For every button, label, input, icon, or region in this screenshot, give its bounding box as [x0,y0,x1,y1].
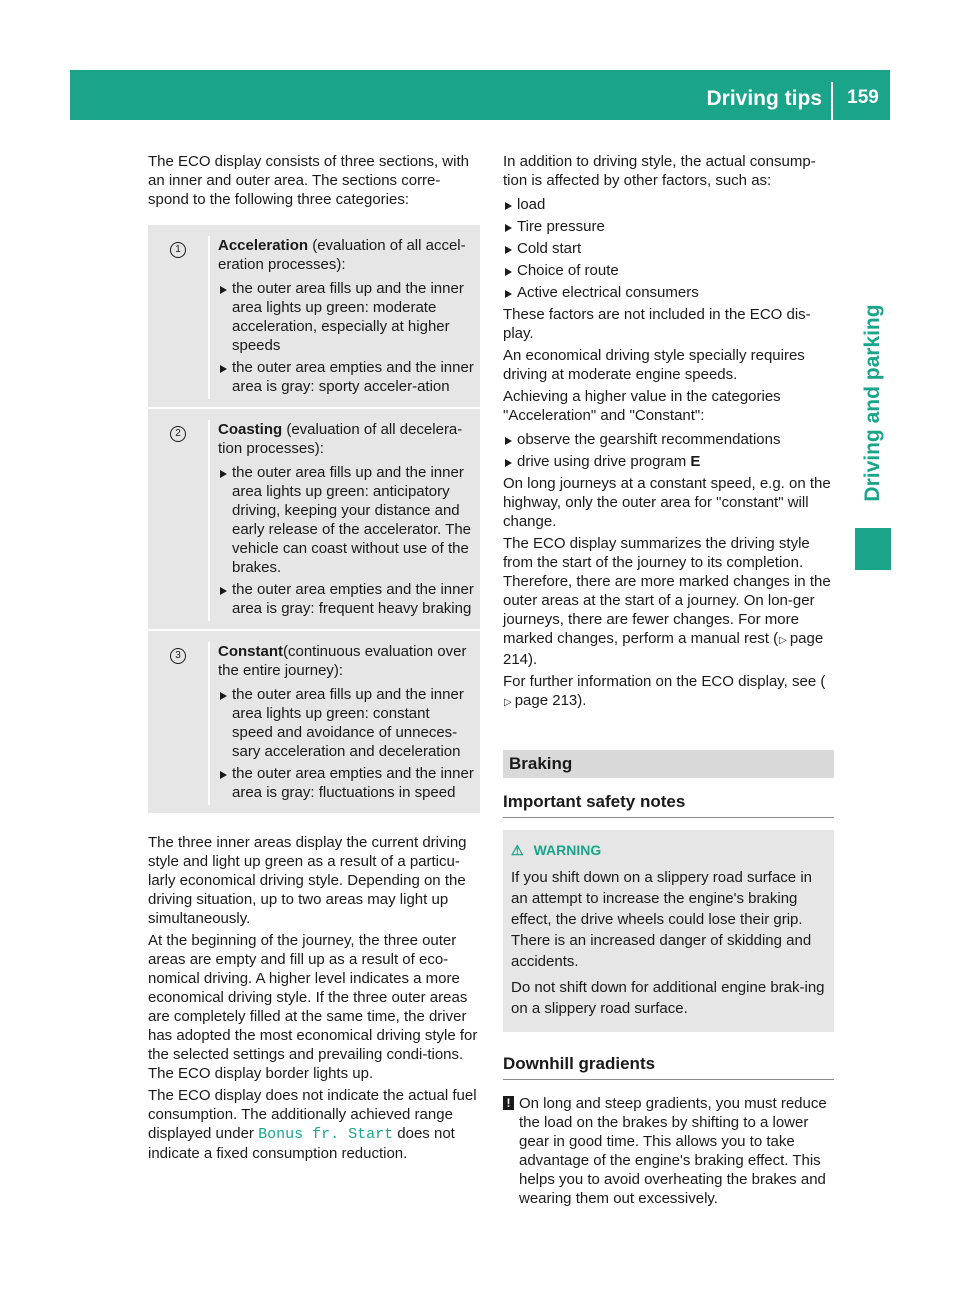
category-body [208,642,480,805]
page-ref-link[interactable]: page 214 [503,630,824,668]
number-2-icon: 2 [170,426,186,442]
category-desc: (continuous evaluation over the entire journey): [218,643,467,679]
paragraph-text: does not indicate a fixed consumption reduction. [148,1125,455,1162]
note [503,1094,834,1208]
list-item-text: drive using drive program [517,453,691,470]
page-ref-triangle-icon: ▷ [504,697,512,708]
paragraph-text: ). [528,651,538,668]
exclamation-icon: ! [503,1096,514,1110]
list-item: observe the gearshift recommendations [503,430,834,449]
number-1-icon: 1 [170,242,186,258]
subheading: Downhill gradients [503,1054,834,1080]
page-header [70,70,890,120]
list-item: Tire pressure [503,217,834,236]
list-item [503,452,834,471]
paragraph: An economical driving style specially requires driving at moderate engine speeds. [503,347,805,383]
factors-intro: In addition to driving style, the actual consump-tion is affected by other factors, such as: [503,153,816,189]
list-item: Cold start [503,239,834,258]
category-title: Coasting [218,421,283,438]
header-divider [831,82,833,120]
page-ref-link[interactable]: page 213 [514,692,578,709]
list-item: the outer area empties and the inner area is gray: fluctuations in speed [218,764,474,802]
category-bullets [218,463,474,618]
category-number [148,420,208,621]
category-number [148,236,208,399]
list-item: the outer area fills up and the inner area lights up green: moderate acceleration, especially at higher speeds [218,279,474,355]
paragraph: Achieving a higher value in the categories "Acceleration" and "Constant": [503,388,781,424]
drive-program-letter: E [690,453,701,470]
page-number: 159 [847,87,879,108]
left-column [148,152,480,1166]
category-row [148,631,480,813]
warning-title-text: WARNING [533,842,602,858]
category-desc: (evaluation of all decelera-tion processes): [218,421,463,457]
paragraph-text: The ECO display does not indicate the actual fuel consumption. The additionally achieved range displayed under [148,1087,477,1142]
category-title: Constant [218,643,283,660]
paragraph [503,534,834,669]
list-item: the outer area empties and the inner area is gray: sporty acceler-ation [218,358,474,396]
list-item: Active electrical consumers [503,283,834,302]
warning-text: If you shift down on a slippery road surface in an attempt to increase the engine's braking effect, the drive wheels could lose their grip. There is an increased danger of skidding and accidents. [511,869,812,970]
list-item: the outer area fills up and the inner area lights up green: constant speed and avoidance of unneces-sary acceleration and deceleration [218,685,474,761]
paragraph [148,1086,480,1163]
display-message: Bonus fr. Start [258,1126,394,1143]
side-tab-marker [855,528,891,570]
number-3-icon: 3 [170,648,186,664]
category-number [148,642,208,805]
side-tab-label: Driving and parking [861,304,884,502]
category-bullets [218,685,474,802]
category-body [208,236,480,399]
list-item: load [503,195,834,214]
page-ref-triangle-icon: ▷ [779,635,787,646]
list-item: the outer area fills up and the inner area lights up green: anticipatory driving, keeping your distance and early release of the accelerator. The vehicle can coast without use of the brakes. [218,463,474,577]
paragraph-text: For further information on the ECO display, see ( [503,673,826,690]
subheading: Important safety notes [503,792,834,818]
paragraph: These factors are not included in the ECO dis-play. [503,306,811,342]
paragraph-text: The ECO display summarizes the driving style from the start of the journey to its completion. Therefore, there are more marked changes in the outer areas at the start of a journey. On lon-ger journeys, there are fewer changes. For more marked changes, perform a manual rest ( [503,535,831,647]
header-title: Driving tips [706,87,822,110]
paragraph: The three inner areas display the current driving style and light up green as a result of a particu-larly economical driving style. Depending on the driving situation, up to two areas may light up simultaneously. [148,834,467,927]
warning-text: Do not shift down for additional engine brak-ing on a slippery road surface. [511,979,825,1017]
tips-list [503,430,834,471]
factors-list [503,195,834,302]
section-title: Braking [503,750,834,778]
right-column [503,152,834,1208]
side-tab [855,298,891,508]
paragraph: On long journeys at a constant speed, e.g. on the highway, only the outer area for "constant" will change. [503,475,831,530]
category-title: Acceleration [218,237,309,254]
warning-triangle-icon: ⚠ [511,842,524,858]
category-desc: (evaluation of all accel-eration processes): [218,237,466,273]
category-table [148,225,480,813]
list-item: Choice of route [503,261,834,280]
category-row [148,409,480,631]
list-item: the outer area empties and the inner area is gray: frequent heavy braking [218,580,474,618]
eco-intro: The ECO display consists of three sections, with an inner and outer area. The sections corre-spond to the following three categories: [148,153,469,208]
category-body [208,420,480,621]
paragraph [503,672,834,712]
paragraph: At the beginning of the journey, the three outer areas are empty and fill up as a result of eco-nomical driving. A higher level indicates a more economical driving style. If the three outer areas are completely filled at the same time, the driver has adopted the most economical driving style for the selected settings and prevailing condi-tions. The ECO display border lights up. [148,932,478,1082]
paragraph-text: ). [577,692,587,709]
category-row [148,225,480,409]
warning-title [511,840,826,861]
note-text: On long and steep gradients, you must reduce the load on the brakes by shifting to a lower gear in good time. This allows you to take advantage of the engine's braking effect. This helps you to avoid overheating the brakes and wearing them out excessively. [519,1095,827,1207]
warning-box [503,830,834,1032]
category-bullets [218,279,474,396]
